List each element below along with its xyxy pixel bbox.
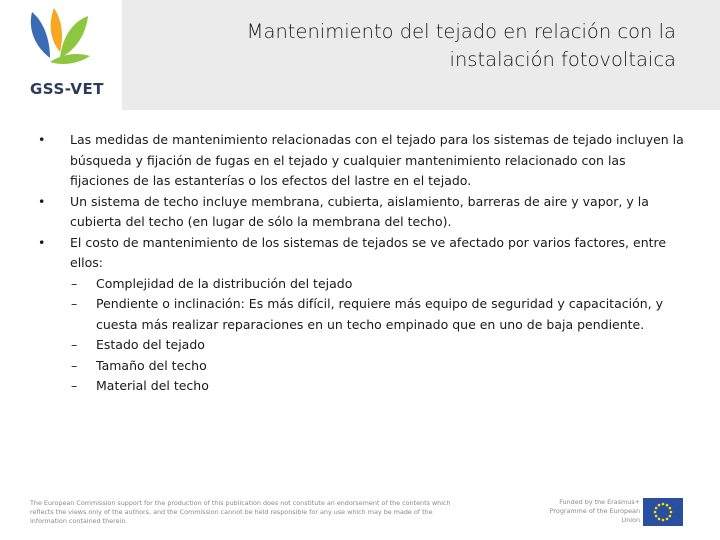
slide-body — [38, 130, 684, 397]
sub-item — [38, 274, 684, 295]
sub-item — [38, 356, 684, 377]
bullet-text: El costo de mantenimiento de los sistemas de tejados se ve afectado por varios factores, entre ellos: — [70, 234, 667, 270]
sub-item-text: Pendiente o inclinación: Es más difícil, requiere más equipo de seguridad y capacitación, y cuesta más realizar reparaciones en un techo empinado que en uno de baja pendiente. — [96, 296, 663, 332]
eu-flag-icon — [643, 498, 683, 526]
disclaimer-text: The European Commission support for the production of this publication does not constitute an endorsement of the contents which reflects the views only of the authors, and the Commission cannot be held responsible for any use which may be made of the information contained therein. — [30, 499, 451, 525]
logo — [0, 0, 122, 110]
gss-vet-leaf-logo-icon — [26, 6, 96, 70]
footer — [0, 494, 720, 540]
dash-icon: – — [71, 378, 78, 393]
sub-item-text: Complejidad de la distribución del tejado — [96, 275, 353, 291]
funded-by-text: Funded by the Erasmus+ Programme of the European Union — [549, 498, 640, 524]
dash-icon: – — [71, 337, 78, 352]
sub-item-text: Material del techo — [96, 378, 209, 393]
sub-item — [38, 376, 684, 397]
slide-title: Mantenimiento del tejado en relación con la instalación fotovoltaica — [246, 20, 676, 71]
dash-icon: – — [71, 296, 78, 311]
dash-icon: – — [71, 357, 78, 373]
sub-item — [38, 335, 684, 356]
bullet-item — [38, 130, 684, 192]
dash-icon: – — [71, 275, 78, 291]
sub-item-text: Estado del tejado — [96, 337, 205, 352]
logo-text: GSS-VET — [30, 80, 104, 98]
sub-item — [38, 294, 684, 335]
bullet-item — [38, 233, 684, 274]
bullet-item — [38, 192, 684, 233]
bullet-icon: • — [38, 234, 46, 250]
sub-item-text: Tamaño del techo — [96, 357, 207, 373]
bullet-icon: • — [38, 132, 46, 147]
bullet-icon: • — [38, 193, 46, 209]
bullet-text: Las medidas de mantenimiento relacionadas con el tejado para los sistemas de tejado incluyen la búsqueda y fijación de fugas en el tejado y cualquier mantenimiento relacionado con las fijaciones de las estanterías o los efectos del lastre en el tejado. — [70, 132, 684, 188]
bullet-text: Un sistema de techo incluye membrana, cubierta, aislamiento, barreras de aire y vapor, y la cubierta del techo (en lugar de sólo la membrana del techo). — [70, 193, 649, 229]
